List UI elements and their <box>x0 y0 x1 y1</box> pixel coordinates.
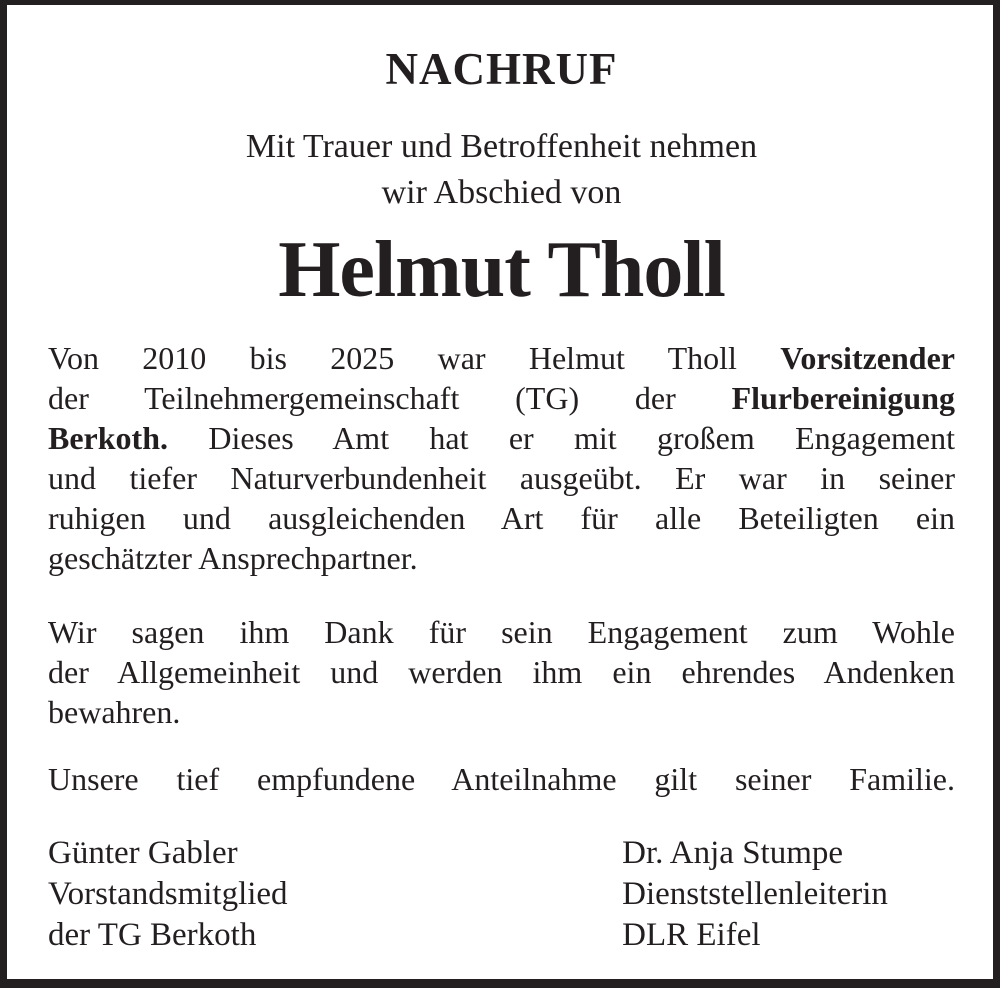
paragraph-condolence <box>48 759 955 799</box>
body-line <box>48 378 955 418</box>
body-text: der Teilnehmergemeinschaft (TG) der <box>48 380 676 416</box>
obituary-title: NACHRUF <box>385 44 618 94</box>
body-text: Dieses Amt hat er mit großem Engagement <box>208 420 956 456</box>
body-line: bewahren. <box>48 694 181 730</box>
signature-org: DLR Eifel <box>622 917 761 953</box>
body-line: ruhigen und ausgleichenden Art für alle Beteiligten ein <box>48 500 955 536</box>
body-text-bold: Berkoth. <box>48 420 168 456</box>
body-text-bold: Vorsitzender <box>780 340 955 376</box>
body-line: Unsere tief empfundene Anteilnahme gilt seiner Familie. <box>48 761 955 797</box>
signature-left <box>48 833 622 956</box>
body-line <box>48 418 955 458</box>
signature-role: Vorstandsmitglied <box>48 876 288 912</box>
body-text: Von 2010 bis 2025 war Helmut Tholl <box>48 340 737 376</box>
body-text-bold: Flurbereinigung <box>731 380 955 416</box>
body-line: Wir sagen ihm Dank für sein Engagement zum Wohle <box>48 614 955 650</box>
signature-org: der TG Berkoth <box>48 917 257 953</box>
signature-block <box>48 833 955 956</box>
body-line: der Allgemeinheit und werden ihm ein ehrendes Andenken <box>48 654 955 690</box>
signature-name: Dr. Anja Stumpe <box>622 835 844 871</box>
body-line <box>48 338 955 378</box>
paragraph-thanks <box>48 612 955 732</box>
intro-text <box>48 124 955 216</box>
body-line: geschätzter Ansprechpartner. <box>48 540 418 576</box>
intro-line-1: Mit Trauer und Betroffenheit nehmen <box>245 128 758 165</box>
signature-role: Dienststellenleiterin <box>622 876 888 912</box>
deceased-name: Helmut Tholl <box>278 226 725 314</box>
intro-line-2: wir Abschied von <box>381 174 622 211</box>
obituary-card <box>7 5 993 979</box>
paragraph-tenure <box>48 338 955 578</box>
signature-name: Günter Gabler <box>48 835 238 871</box>
signature-right <box>622 833 955 956</box>
body-line: und tiefer Naturverbundenheit ausgeübt. Er war in seiner <box>48 460 955 496</box>
